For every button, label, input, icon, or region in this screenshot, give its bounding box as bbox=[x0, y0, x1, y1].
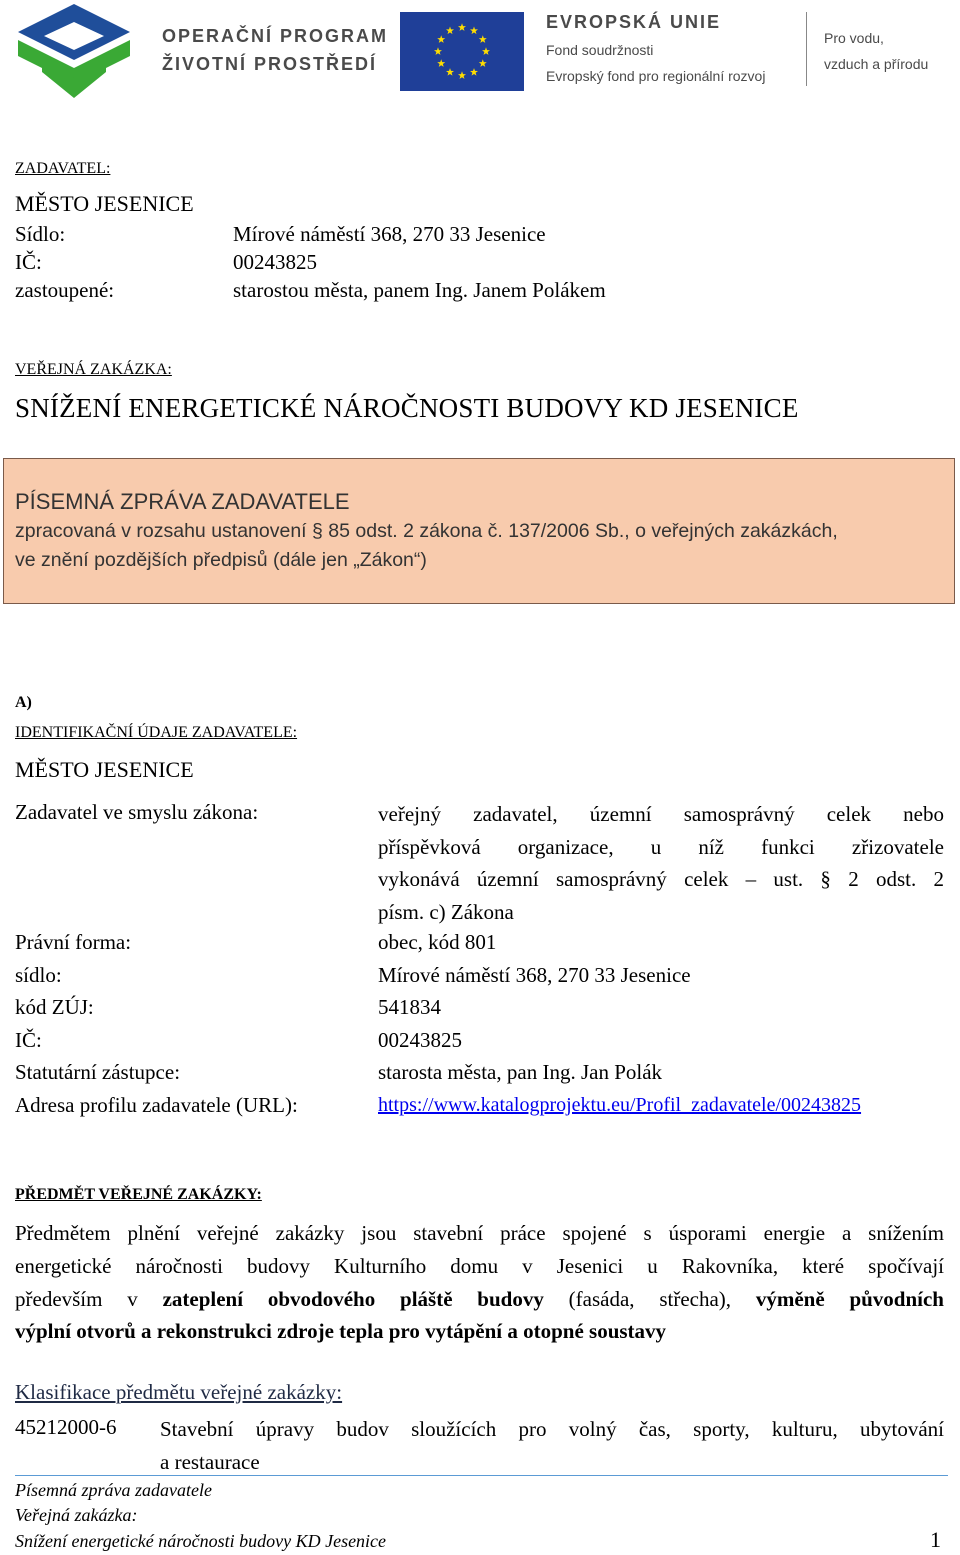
row-key: sídlo: bbox=[15, 963, 62, 987]
profile-url-link[interactable]: https://www.katalogprojektu.eu/Profil_zadavatele/00243825 bbox=[378, 1094, 862, 1116]
slogan-line1: Pro vodu, bbox=[824, 30, 884, 46]
zadavatel-heading: ZADAVATEL: bbox=[15, 160, 111, 177]
slogan-line2: vzduch a přírodu bbox=[824, 56, 929, 72]
predmet-bold: zateplení obvodového pláště budovy bbox=[162, 1286, 544, 1311]
predmet-line: výplní otvorů a rekonstrukci zdroje tepla pro vytápění a otopné soustavy bbox=[15, 1319, 667, 1344]
predmet-line: Předmětem plnění veřejné zakázky jsou stavební práce spojené s úsporami energie a snížením bbox=[15, 1221, 944, 1245]
section-a-heading: IDENTIFIKAČNÍ ÚDAJE ZADAVATELE: bbox=[15, 724, 298, 741]
section-a-name: MĚSTO JESENICE bbox=[15, 757, 194, 782]
row-key: Sídlo: bbox=[15, 222, 66, 246]
report-line1: zpracovaná v rozsahu ustanovení § 85 odst. 2 zákona č. 137/2006 Sb., o veřejných zakázkách, bbox=[15, 520, 838, 542]
row-value: 00243825 bbox=[378, 1028, 462, 1052]
klasifikace-heading: Klasifikace předmětu veřejné zakázky: bbox=[15, 1380, 343, 1404]
klasifikace-line: Stavební úpravy budov sloužících pro volný čas, sporty, kulturu, ubytování bbox=[160, 1417, 944, 1441]
eu-title: EVROPSKÁ UNIE bbox=[546, 12, 722, 32]
op-zp-logo-icon bbox=[12, 2, 142, 100]
type-line: veřejný zadavatel, územní samosprávný celek nebo bbox=[378, 802, 944, 826]
zadavatel-type-value bbox=[378, 798, 944, 928]
page-number: 1 bbox=[930, 1527, 941, 1552]
row-value: 541834 bbox=[378, 995, 441, 1019]
row-value: 00243825 bbox=[233, 250, 317, 274]
type-line: příspěvková organizace, u níž funkci zřizovatele bbox=[378, 834, 944, 859]
row-key: kód ZÚJ: bbox=[15, 995, 94, 1019]
row-key: Statutární zástupce: bbox=[15, 1060, 181, 1084]
zakazka-heading: VEŘEJNÁ ZAKÁZKA: bbox=[15, 361, 172, 378]
eu-flag-icon bbox=[400, 12, 524, 91]
predmet-text: (fasáda, střecha), bbox=[568, 1286, 732, 1311]
row-value: Mírové náměstí 368, 270 33 Jesenice bbox=[378, 963, 691, 987]
eu-fund2: Evropský fond pro regionální rozvoj bbox=[546, 68, 766, 84]
type-line: vykonává územní samosprávný celek – ust. § 2 odst. 2 bbox=[378, 867, 944, 891]
zadavatel-type-key: Zadavatel ve smyslu zákona: bbox=[15, 800, 259, 824]
predmet-heading: PŘEDMĚT VEŘEJNÉ ZAKÁZKY: bbox=[15, 1186, 262, 1203]
predmet-paragraph bbox=[15, 1217, 944, 1348]
type-line: písm. c) Zákona bbox=[378, 899, 514, 924]
footer-line1: Písemná zpráva zadavatele bbox=[15, 1480, 212, 1500]
report-line2: ve znění pozdějších předpisů (dále jen „Zákon“) bbox=[15, 549, 427, 571]
op-line1: OPERAČNÍ PROGRAM bbox=[162, 26, 389, 46]
predmet-line bbox=[15, 1283, 944, 1316]
footer-rule bbox=[15, 1475, 948, 1476]
klasifikace-desc bbox=[160, 1413, 944, 1478]
row-key: zastoupené: bbox=[15, 278, 115, 302]
predmet-text: především v bbox=[15, 1286, 138, 1311]
row-key: Právní forma: bbox=[15, 930, 132, 954]
zadavatel-name: MĚSTO JESENICE bbox=[15, 191, 194, 216]
footer-line3: Snížení energetické náročnosti budovy KD Jesenice bbox=[15, 1531, 387, 1551]
header-logos bbox=[0, 0, 960, 110]
predmet-bold: výměně původních bbox=[755, 1286, 944, 1311]
row-key: IČ: bbox=[15, 250, 42, 274]
row-value: starostou města, panem Ing. Janem Polákem bbox=[233, 278, 606, 302]
report-title: PÍSEMNÁ ZPRÁVA ZADAVATELE bbox=[15, 489, 350, 514]
section-a-marker: A) bbox=[15, 694, 32, 711]
row-value: obec, kód 801 bbox=[378, 930, 497, 954]
row-key: IČ: bbox=[15, 1028, 42, 1052]
row-key: Adresa profilu zadavatele (URL): bbox=[15, 1093, 298, 1117]
eu-fund1: Fond soudržnosti bbox=[546, 42, 654, 58]
footer-line2: Veřejná zakázka: bbox=[15, 1505, 138, 1525]
op-line2: ŽIVOTNÍ PROSTŘEDÍ bbox=[162, 54, 378, 74]
row-value: starosta města, pan Ing. Jan Polák bbox=[378, 1060, 663, 1084]
predmet-line: energetické náročnosti budovy Kulturního domu v Jesenici u Rakovníka, které spočívají bbox=[15, 1253, 944, 1278]
zakazka-title: SNÍŽENÍ ENERGETICKÉ NÁROČNOSTI BUDOVY KD JESENICE bbox=[15, 393, 799, 423]
row-value: Mírové náměstí 368, 270 33 Jesenice bbox=[233, 222, 546, 246]
klasifikace-line: a restaurace bbox=[160, 1449, 260, 1474]
klasifikace-code: 45212000-6 bbox=[15, 1415, 117, 1439]
header-divider bbox=[806, 12, 807, 86]
